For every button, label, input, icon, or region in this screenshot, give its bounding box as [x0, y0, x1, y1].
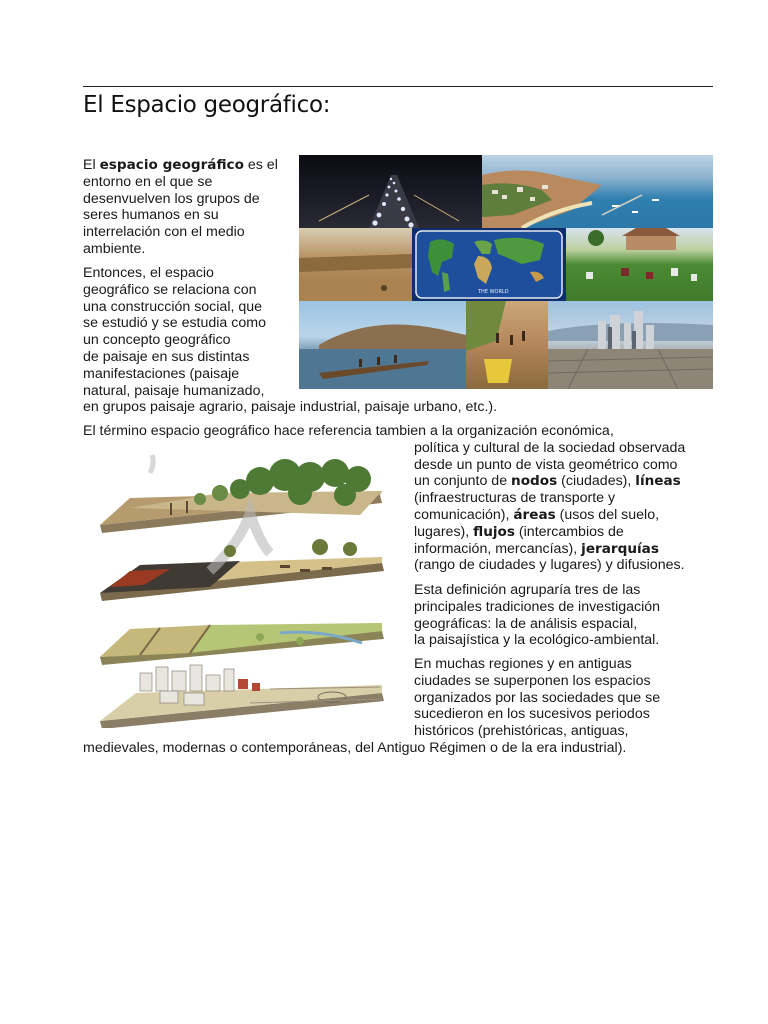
farm-workers-photo: [566, 228, 713, 301]
paragraph-definition: El espacio geográfico es el entorno en el que se desenvuelven los grupos de seres humanos en su interrelación con el medio ambiente.: [83, 157, 278, 257]
lake-canoe-photo: [299, 301, 466, 389]
agricultural-fields-plate: [100, 623, 384, 665]
paragraph-history: En muchas regiones y en antiguas ciudades se superponen los espacios organizados por las sociedades que se sucedieron en los sucesivos periodos históricos (prehistóricas, antiguas, medievales, modernas o contemporáneas, del Antiguo Régimen o de la era industrial).: [83, 656, 661, 756]
city-skyline-photo: [548, 301, 713, 389]
page-title: El Espacio geográfico:: [83, 92, 331, 118]
night-road-photo: [299, 155, 482, 228]
header-rule: [83, 86, 713, 87]
coastal-town-photo: [482, 155, 713, 228]
dry-landscape-photo: [299, 228, 412, 301]
paragraph-organization: El término espacio geográfico hace referencia tambien a la organización económica, política y cultural de la sociedad observada desde un punto de vista geométrico como un conjunto de nodos (ciudades), líneas (infraestructuras de transporte y comunicación), áreas (usos del suelo, lugares), flujos (intercambios de información, mercancías), jerarquías (rango de ciudades y lugares) y difusiones.: [83, 423, 686, 574]
world-map-caption: THE WORLD: [478, 289, 509, 295]
city-plate: [100, 665, 384, 728]
paragraph-traditions: Esta definición agruparía tres de las principales tradiciones de investigación geográficas: la de análisis espacial, la paisajística y la ecológico-ambiental.: [414, 582, 661, 649]
excavation-photo: [466, 301, 548, 389]
forest-plate: [100, 455, 382, 533]
landscape-evolution-illustration: [100, 453, 386, 728]
landscape-photo-collage: [299, 155, 713, 389]
paragraph-social-construction: Entonces, el espacio geográfico se relaciona con una construcción social, que se estudió y se estudia como un concepto geográfico de paisaje en sus distintas manifestaciones (paisaje natural, paisaje humanizado, en grupos paisaje agrario, paisaje industrial, paisaje urbano, etc.).: [83, 265, 498, 416]
world-map-photo: [412, 228, 566, 301]
